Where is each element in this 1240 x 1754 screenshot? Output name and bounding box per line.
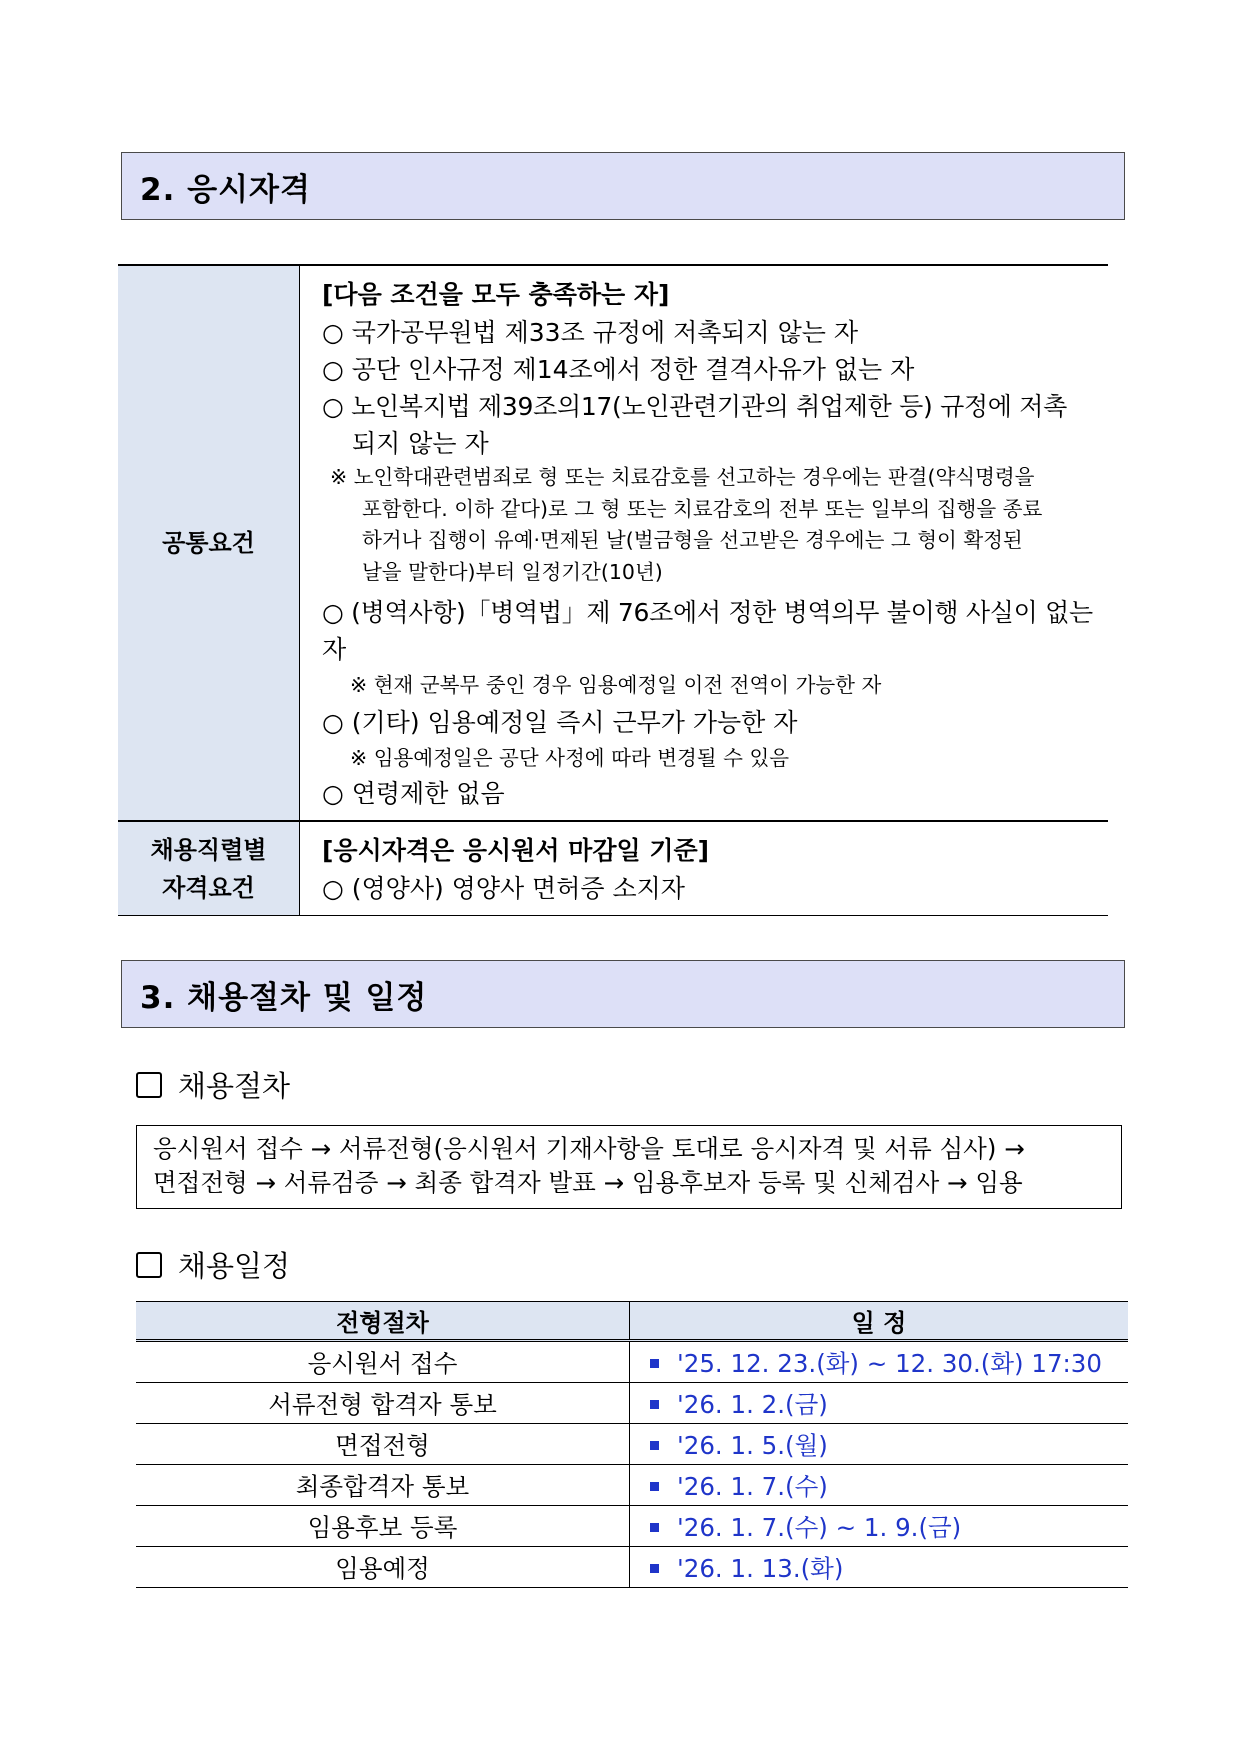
schedule-date: '26. 1. 2.(금) — [677, 1389, 828, 1419]
schedule-date-cell — [630, 1547, 1129, 1588]
schedule-step: 면접전형 — [136, 1424, 630, 1465]
bullet-square-icon — [650, 1441, 659, 1450]
job-label-line-1: 채용직렬별 — [150, 835, 267, 864]
job-requirements-label — [118, 821, 300, 916]
common-item-6: ○ 연령제한 없음 — [322, 779, 505, 808]
table-row — [136, 1424, 1128, 1465]
schedule-step: 임용후보 등록 — [136, 1506, 630, 1547]
common-requirements-content — [300, 265, 1109, 821]
section-2-title: 2. 응시자격 — [140, 171, 311, 208]
table-row — [136, 1341, 1128, 1383]
common-note-1-line-1: ※ 노인학대관련범죄로 형 또는 치료감호를 선고하는 경우에는 판결(약식명령을 — [330, 465, 1035, 489]
common-item-2: ○ 공단 인사규정 제14조에서 정한 결격사유가 없는 자 — [322, 355, 915, 384]
schedule-step: 임용예정 — [136, 1547, 630, 1588]
table-row — [136, 1383, 1128, 1424]
job-requirements-content — [300, 821, 1109, 916]
schedule-date: '26. 1. 5.(월) — [677, 1430, 828, 1460]
common-item-1: ○ 국가공무원법 제33조 규정에 저촉되지 않는 자 — [322, 318, 859, 347]
table-row — [136, 1547, 1128, 1588]
procedure-line-2: 면접전형 → 서류검증 → 최종 합격자 발표 → 임용후보자 등록 및 신체검사 → 임용 — [153, 1168, 1023, 1197]
checkbox-square-icon — [136, 1072, 162, 1098]
common-note-1-line-3: 하거나 집행이 유예·면제된 날(벌금형을 선고받은 경우에는 그 형이 확정된 — [362, 528, 1023, 552]
common-item-4: ○ (병역사항)「병역법」제 76조에서 정한 병역의무 불이행 사실이 없는 자 — [322, 598, 1093, 664]
schedule-date-cell — [630, 1465, 1129, 1506]
schedule-col-date: 일 정 — [630, 1302, 1129, 1341]
common-item-3: ○ 노인복지법 제39조의17(노인관련기관의 취업제한 등) 규정에 저촉 — [322, 392, 1067, 421]
qualification-table — [118, 264, 1108, 916]
procedure-heading-text: 채용절차 — [178, 1069, 291, 1103]
schedule-date-cell — [630, 1341, 1129, 1383]
schedule-date: '26. 1. 7.(수) ~ 1. 9.(금) — [677, 1512, 962, 1542]
schedule-date: '26. 1. 13.(화) — [677, 1553, 844, 1583]
schedule-table — [136, 1301, 1128, 1588]
schedule-step: 최종합격자 통보 — [136, 1465, 630, 1506]
schedule-heading — [136, 1244, 290, 1285]
job-requirements-row — [118, 821, 1108, 916]
section-3-header — [121, 960, 1125, 1028]
schedule-header-row — [136, 1302, 1128, 1341]
bullet-square-icon — [650, 1482, 659, 1491]
schedule-date: '26. 1. 7.(수) — [677, 1471, 828, 1501]
bullet-square-icon — [650, 1400, 659, 1409]
common-heading: [다음 조건을 모두 충족하는 자] — [322, 280, 670, 309]
job-heading: [응시자격은 응시원서 마감일 기준] — [322, 836, 710, 865]
common-note-1-line-2: 포함한다. 이하 같다)로 그 형 또는 치료감호의 전부 또는 일부의 집행을 종료 — [362, 496, 1043, 521]
common-note-1-line-4: 날을 말한다)부터 일정기간(10년) — [362, 559, 663, 584]
procedure-box — [136, 1125, 1122, 1209]
bullet-square-icon — [650, 1564, 659, 1573]
job-label-line-2: 자격요건 — [162, 873, 255, 902]
table-row — [136, 1506, 1128, 1547]
table-row — [136, 1465, 1128, 1506]
schedule-date: '25. 12. 23.(화) ~ 12. 30.(화) 17:30 — [677, 1348, 1102, 1378]
common-item-3-cont: 되지 않는 자 — [352, 429, 489, 458]
schedule-col-step: 전형절차 — [136, 1302, 630, 1341]
schedule-date-cell — [630, 1506, 1129, 1547]
common-requirements-label: 공통요건 — [118, 265, 300, 821]
schedule-date-cell — [630, 1424, 1129, 1465]
common-note-2: ※ 현재 군복무 중인 경우 임용예정일 이전 전역이 가능한 자 — [350, 673, 882, 697]
schedule-step: 응시원서 접수 — [136, 1341, 630, 1383]
schedule-date-cell — [630, 1383, 1129, 1424]
common-note-1 — [322, 462, 1098, 588]
bullet-square-icon — [650, 1359, 659, 1368]
procedure-heading — [136, 1064, 290, 1105]
schedule-heading-text: 채용일정 — [178, 1249, 291, 1283]
job-item-1: ○ (영양사) 영양사 면허증 소지자 — [322, 874, 685, 903]
common-item-5: ○ (기타) 임용예정일 즉시 근무가 가능한 자 — [322, 708, 798, 737]
common-requirements-row — [118, 265, 1108, 821]
bullet-square-icon — [650, 1523, 659, 1532]
procedure-line-1: 응시원서 접수 → 서류전형(응시원서 기재사항을 토대로 응시자격 및 서류 심사) → — [153, 1134, 1025, 1163]
checkbox-square-icon — [136, 1252, 162, 1278]
schedule-step: 서류전형 합격자 통보 — [136, 1383, 630, 1424]
common-note-3: ※ 임용예정일은 공단 사정에 따라 변경될 수 있음 — [350, 746, 790, 770]
section-3-title: 3. 채용절차 및 일정 — [140, 979, 428, 1016]
section-2-header — [121, 152, 1125, 220]
